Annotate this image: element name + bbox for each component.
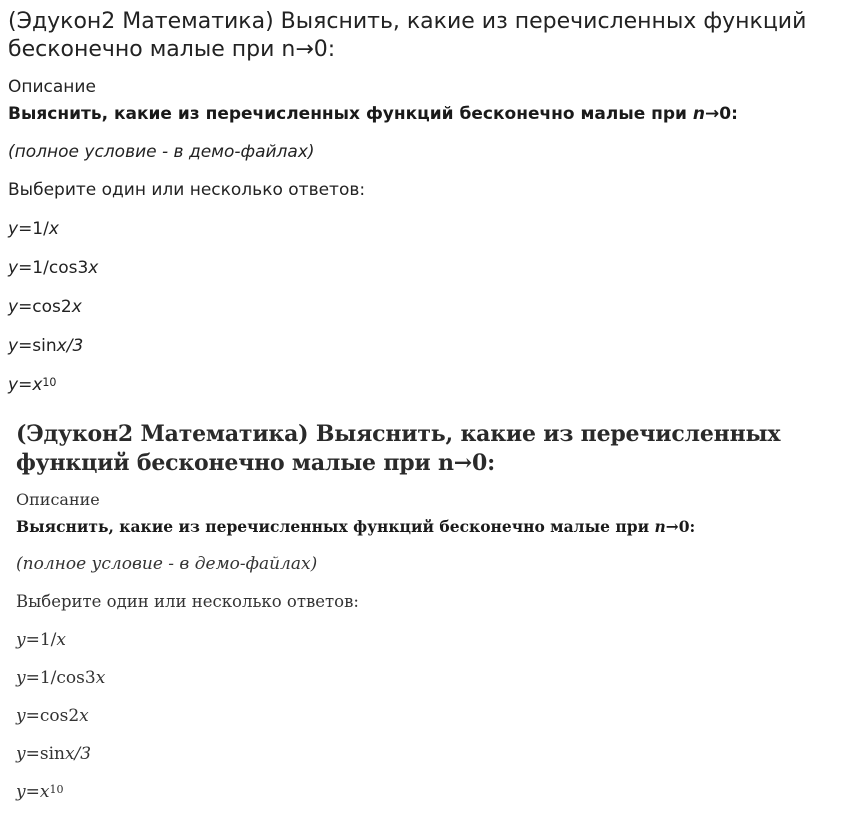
answer-option[interactable] [0, 689, 847, 727]
option-eq: =1/cos3 [25, 668, 96, 688]
page-title: (Эдукон2 Математика) Выяснить, какие из перечисленных функций бесконечно малые при n→0: [16, 421, 781, 476]
option-y: y [8, 375, 19, 395]
answer-options [0, 613, 847, 803]
description-label: Описание [16, 490, 100, 509]
demo-note: (полное условие - в демо-файлах) [8, 142, 315, 162]
option-eq: =sin [25, 744, 65, 764]
option-y: y [16, 630, 26, 650]
question-tail: →0: [705, 104, 738, 124]
answer-option[interactable] [0, 240, 847, 279]
answer-option[interactable] [0, 651, 847, 689]
option-y: y [16, 706, 26, 726]
option-eq: = [18, 375, 33, 395]
question-text [0, 510, 847, 537]
option-y: y [8, 297, 19, 317]
option-exponent: 10 [42, 376, 57, 389]
option-eq: =cos2 [25, 706, 80, 726]
demo-note: (полное условие - в демо-файлах) [16, 554, 318, 574]
option-y: y [8, 258, 19, 278]
question-main: Выяснить, какие из перечисленных функций бесконечно малые при [8, 104, 693, 124]
page-title: (Эдукон2 Математика) Выяснить, какие из перечисленных функций бесконечно малые при n→0: [8, 9, 807, 62]
option-y: y [16, 744, 26, 764]
option-x: x [56, 630, 66, 650]
option-eq: =cos2 [18, 297, 72, 317]
description-label: Описание [8, 77, 96, 97]
answer-option[interactable] [0, 727, 847, 765]
answer-option[interactable] [0, 279, 847, 318]
option-x: x [39, 782, 50, 802]
option-x: x [79, 706, 89, 726]
option-y: y [8, 336, 19, 356]
question-text [0, 98, 847, 125]
answer-prompt: Выберите один или несколько ответов: [16, 592, 359, 611]
answer-options [0, 201, 847, 396]
option-x: x [95, 668, 106, 688]
answer-option[interactable] [0, 201, 847, 240]
option-x: x/3 [64, 744, 92, 764]
option-y: y [16, 782, 26, 802]
option-eq: =1/cos3 [18, 258, 89, 278]
question-main: Выяснить, какие из перечисленных функций бесконечно малые при [16, 517, 655, 536]
answer-option[interactable] [0, 357, 847, 396]
option-eq: =sin [18, 336, 57, 356]
option-eq: = [25, 782, 40, 802]
option-x: x [88, 258, 99, 278]
question-tail: →0: [665, 517, 696, 536]
answer-option[interactable] [0, 613, 847, 651]
option-x: x/3 [56, 336, 84, 356]
option-eq: =1/ [18, 219, 49, 239]
option-y: y [16, 668, 26, 688]
option-y: y [8, 219, 19, 239]
option-x: x [71, 297, 82, 317]
question-block-sans [0, 0, 847, 396]
question-variable: n [654, 517, 666, 536]
question-block-serif [0, 414, 847, 803]
answer-prompt: Выберите один или несколько ответов: [8, 180, 366, 200]
answer-option[interactable] [0, 765, 847, 803]
question-variable: n [692, 104, 705, 124]
option-eq: =1/ [25, 630, 57, 650]
answer-option[interactable] [0, 318, 847, 357]
option-x: x [48, 219, 59, 239]
option-exponent: 10 [49, 783, 64, 796]
option-x: x [32, 375, 43, 395]
